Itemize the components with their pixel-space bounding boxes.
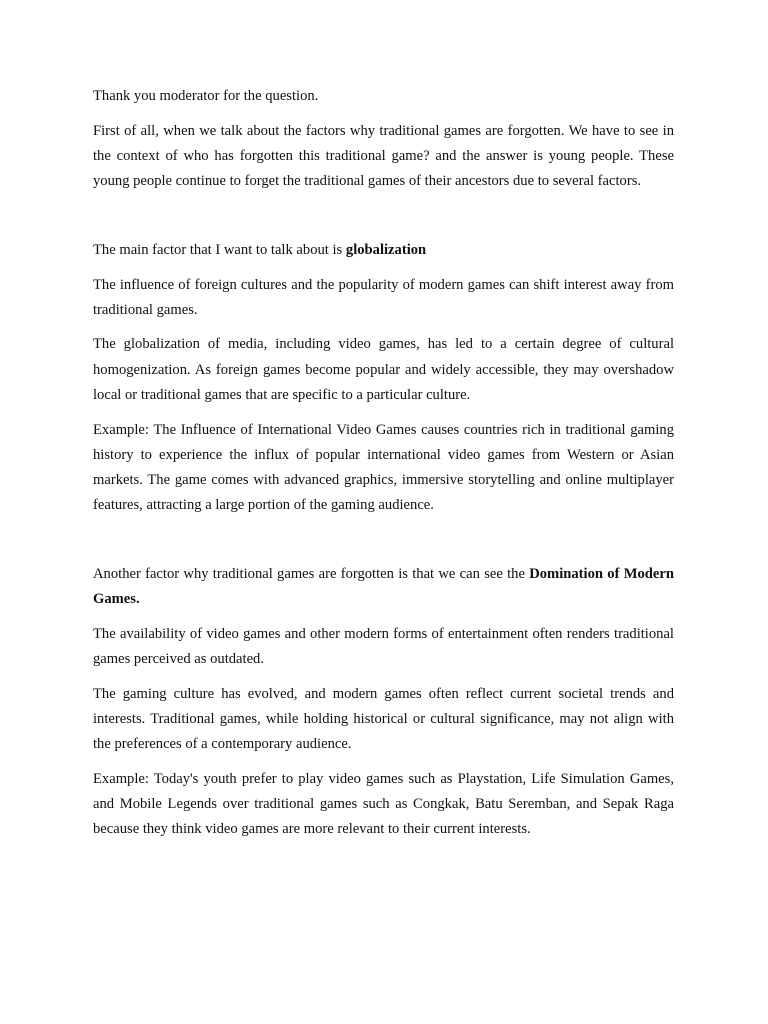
section2-heading [93,562,674,612]
intro-context: First of all, when we talk about the factors why traditional games are forgotten. We have to see in the context of who has forgotten this traditional game? and the answer is young people. These young people continue to forget the traditional games of their ancestors due to several factors. [93,122,674,190]
section1-para1: The influence of foreign cultures and the popularity of modern games can shift interest away from traditional games. [93,276,674,318]
section2-para2: The gaming culture has evolved, and modern games often reflect current societal trends and interests. Traditional games, while holding historical or cultural significance, may not align with the preferences of a contemporary audience. [93,685,674,753]
intro-thanks: Thank you moderator for the question. [93,88,319,104]
section1-example: Example: The Influence of International Video Games causes countries rich in traditional gaming history to experience the influx of popular international video games from Western or Asian markets. The game comes with advanced graphics, immersive storytelling and online multiplayer features, attracting a large portion of the gaming audience. [93,421,674,514]
document-page [93,84,674,852]
section-spacer [93,204,674,238]
section1-para2: The globalization of media, including video games, has led to a certain degree of cultural homogenization. As foreign games become popular and widely accessible, they may overshadow local or traditional games that are specific to a particular culture. [93,336,674,403]
section2-example: Example: Today's youth prefer to play video games such as Playstation, Life Simulation Games, and Mobile Legends over traditional games such as Congkak, Batu Seremban, and Sepak Raga because they think video games are more relevant to their current interests. [93,770,674,838]
section2-heading-bold: Domination of Modern Games [93,565,674,608]
section1-heading-bold: globalization [345,241,427,258]
section2-heading-end: . [135,591,140,608]
section2-heading-text: Another factor why traditional games are forgotten is that we can see the [93,565,530,582]
section2-para1: The availability of video games and other modern forms of entertainment often renders traditional games perceived as outdated. [93,625,674,667]
section1-heading [93,238,674,263]
section1-heading-text: The main factor that I want to talk about is [93,241,346,258]
section-spacer [93,528,674,562]
